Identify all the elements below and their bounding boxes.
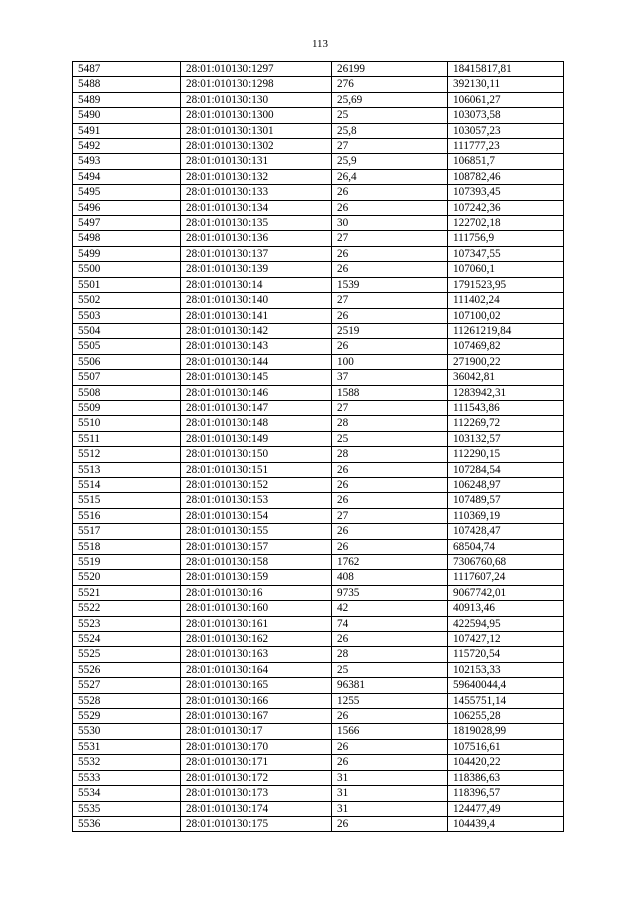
area-cell: 31 bbox=[332, 801, 448, 816]
cadastral-number-cell: 28:01:010130:17 bbox=[181, 724, 332, 739]
area-cell: 26 bbox=[332, 493, 448, 508]
cadastral-value-cell: 107242,36 bbox=[448, 200, 564, 215]
cadastral-value-cell: 103073,58 bbox=[448, 108, 564, 123]
area-cell: 25,69 bbox=[332, 92, 448, 107]
row-number-cell: 5500 bbox=[73, 262, 181, 277]
area-cell: 27 bbox=[332, 400, 448, 415]
area-cell: 42 bbox=[332, 601, 448, 616]
cadastral-number-cell: 28:01:010130:1297 bbox=[181, 62, 332, 77]
cadastral-value-cell: 107393,45 bbox=[448, 185, 564, 200]
cadastral-number-cell: 28:01:010130:139 bbox=[181, 262, 332, 277]
table-row bbox=[73, 786, 564, 801]
table-row bbox=[73, 585, 564, 600]
cadastral-number-cell: 28:01:010130:155 bbox=[181, 524, 332, 539]
cadastral-value-cell: 59640044,4 bbox=[448, 678, 564, 693]
area-cell: 27 bbox=[332, 231, 448, 246]
row-number-cell: 5533 bbox=[73, 770, 181, 785]
row-number-cell: 5491 bbox=[73, 123, 181, 138]
area-cell: 37 bbox=[332, 370, 448, 385]
area-cell: 26 bbox=[332, 246, 448, 261]
cadastral-value-cell: 106255,28 bbox=[448, 709, 564, 724]
cadastral-value-cell: 1117607,24 bbox=[448, 570, 564, 585]
cadastral-value-cell: 107100,02 bbox=[448, 308, 564, 323]
row-number-cell: 5508 bbox=[73, 385, 181, 400]
cadastral-number-cell: 28:01:010130:135 bbox=[181, 216, 332, 231]
table-row bbox=[73, 555, 564, 570]
cadastral-number-cell: 28:01:010130:154 bbox=[181, 508, 332, 523]
area-cell: 26 bbox=[332, 524, 448, 539]
cadastral-value-cell: 107347,55 bbox=[448, 246, 564, 261]
table-row bbox=[73, 246, 564, 261]
table-row bbox=[73, 308, 564, 323]
cadastral-value-cell: 112269,72 bbox=[448, 416, 564, 431]
area-cell: 28 bbox=[332, 447, 448, 462]
cadastral-value-cell: 107489,57 bbox=[448, 493, 564, 508]
cadastral-number-cell: 28:01:010130:151 bbox=[181, 462, 332, 477]
cadastral-value-cell: 115720,54 bbox=[448, 647, 564, 662]
area-cell: 1588 bbox=[332, 385, 448, 400]
row-number-cell: 5531 bbox=[73, 739, 181, 754]
table-row bbox=[73, 462, 564, 477]
table-row bbox=[73, 477, 564, 492]
cadastral-value-cell: 1283942,31 bbox=[448, 385, 564, 400]
table-row bbox=[73, 185, 564, 200]
area-cell: 100 bbox=[332, 354, 448, 369]
table-row bbox=[73, 169, 564, 184]
table-row bbox=[73, 539, 564, 554]
cadastral-value-cell: 68504,74 bbox=[448, 539, 564, 554]
row-number-cell: 5528 bbox=[73, 693, 181, 708]
area-cell: 30 bbox=[332, 216, 448, 231]
cadastral-value-cell: 1791523,95 bbox=[448, 277, 564, 292]
area-cell: 9735 bbox=[332, 585, 448, 600]
cadastral-value-cell: 111777,23 bbox=[448, 139, 564, 154]
cadastral-value-cell: 392130,11 bbox=[448, 77, 564, 92]
cadastral-number-cell: 28:01:010130:132 bbox=[181, 169, 332, 184]
table-body bbox=[73, 62, 564, 832]
cadastral-number-cell: 28:01:010130:165 bbox=[181, 678, 332, 693]
cadastral-number-cell: 28:01:010130:150 bbox=[181, 447, 332, 462]
cadastral-number-cell: 28:01:010130:145 bbox=[181, 370, 332, 385]
area-cell: 1566 bbox=[332, 724, 448, 739]
cadastral-value-cell: 112290,15 bbox=[448, 447, 564, 462]
cadastral-value-cell: 104439,4 bbox=[448, 816, 564, 831]
area-cell: 26 bbox=[332, 816, 448, 831]
cadastral-value-cell: 1455751,14 bbox=[448, 693, 564, 708]
area-cell: 26 bbox=[332, 262, 448, 277]
cadastral-value-cell: 422594,95 bbox=[448, 616, 564, 631]
cadastral-number-cell: 28:01:010130:161 bbox=[181, 616, 332, 631]
area-cell: 25 bbox=[332, 662, 448, 677]
table-row bbox=[73, 231, 564, 246]
cadastral-value-cell: 102153,33 bbox=[448, 662, 564, 677]
cadastral-value-cell: 106851,7 bbox=[448, 154, 564, 169]
cadastral-value-cell: 9067742,01 bbox=[448, 585, 564, 600]
row-number-cell: 5514 bbox=[73, 477, 181, 492]
cadastral-value-cell: 40913,46 bbox=[448, 601, 564, 616]
row-number-cell: 5527 bbox=[73, 678, 181, 693]
area-cell: 26 bbox=[332, 462, 448, 477]
table-row bbox=[73, 693, 564, 708]
table-row bbox=[73, 323, 564, 338]
area-cell: 1255 bbox=[332, 693, 448, 708]
table-row bbox=[73, 493, 564, 508]
row-number-cell: 5501 bbox=[73, 277, 181, 292]
cadastral-value-cell: 1819028,99 bbox=[448, 724, 564, 739]
row-number-cell: 5492 bbox=[73, 139, 181, 154]
row-number-cell: 5536 bbox=[73, 816, 181, 831]
table-row bbox=[73, 200, 564, 215]
row-number-cell: 5505 bbox=[73, 339, 181, 354]
table-row bbox=[73, 508, 564, 523]
row-number-cell: 5496 bbox=[73, 200, 181, 215]
cadastral-number-cell: 28:01:010130:133 bbox=[181, 185, 332, 200]
cadastral-number-cell: 28:01:010130:140 bbox=[181, 293, 332, 308]
area-cell: 28 bbox=[332, 416, 448, 431]
table-row bbox=[73, 293, 564, 308]
cadastral-number-cell: 28:01:010130:149 bbox=[181, 431, 332, 446]
row-number-cell: 5525 bbox=[73, 647, 181, 662]
row-number-cell: 5524 bbox=[73, 632, 181, 647]
table-row bbox=[73, 601, 564, 616]
table-row bbox=[73, 262, 564, 277]
table-row bbox=[73, 339, 564, 354]
table-row bbox=[73, 770, 564, 785]
area-cell: 25 bbox=[332, 108, 448, 123]
area-cell: 31 bbox=[332, 770, 448, 785]
row-number-cell: 5522 bbox=[73, 601, 181, 616]
cadastral-value-cell: 107428,47 bbox=[448, 524, 564, 539]
cadastral-number-cell: 28:01:010130:170 bbox=[181, 739, 332, 754]
row-number-cell: 5529 bbox=[73, 709, 181, 724]
cadastral-value-cell: 18415817,81 bbox=[448, 62, 564, 77]
area-cell: 408 bbox=[332, 570, 448, 585]
area-cell: 26 bbox=[332, 709, 448, 724]
area-cell: 26 bbox=[332, 339, 448, 354]
area-cell: 31 bbox=[332, 786, 448, 801]
table-row bbox=[73, 570, 564, 585]
table-row bbox=[73, 447, 564, 462]
cadastral-number-cell: 28:01:010130:173 bbox=[181, 786, 332, 801]
cadastral-value-cell: 104420,22 bbox=[448, 755, 564, 770]
row-number-cell: 5502 bbox=[73, 293, 181, 308]
cadastral-number-cell: 28:01:010130:14 bbox=[181, 277, 332, 292]
table-row bbox=[73, 647, 564, 662]
row-number-cell: 5516 bbox=[73, 508, 181, 523]
cadastral-number-cell: 28:01:010130:130 bbox=[181, 92, 332, 107]
cadastral-number-cell: 28:01:010130:162 bbox=[181, 632, 332, 647]
row-number-cell: 5517 bbox=[73, 524, 181, 539]
row-number-cell: 5487 bbox=[73, 62, 181, 77]
row-number-cell: 5515 bbox=[73, 493, 181, 508]
area-cell: 26 bbox=[332, 308, 448, 323]
cadastral-number-cell: 28:01:010130:157 bbox=[181, 539, 332, 554]
area-cell: 26,4 bbox=[332, 169, 448, 184]
table-row bbox=[73, 524, 564, 539]
cadastral-number-cell: 28:01:010130:137 bbox=[181, 246, 332, 261]
cadastral-value-cell: 111543,86 bbox=[448, 400, 564, 415]
area-cell: 74 bbox=[332, 616, 448, 631]
cadastral-value-cell: 106061,27 bbox=[448, 92, 564, 107]
table-row bbox=[73, 370, 564, 385]
table-row bbox=[73, 709, 564, 724]
row-number-cell: 5511 bbox=[73, 431, 181, 446]
area-cell: 26 bbox=[332, 755, 448, 770]
row-number-cell: 5526 bbox=[73, 662, 181, 677]
area-cell: 27 bbox=[332, 508, 448, 523]
cadastral-number-cell: 28:01:010130:1300 bbox=[181, 108, 332, 123]
cadastral-number-cell: 28:01:010130:160 bbox=[181, 601, 332, 616]
cadastral-number-cell: 28:01:010130:171 bbox=[181, 755, 332, 770]
table-row bbox=[73, 632, 564, 647]
row-number-cell: 5523 bbox=[73, 616, 181, 631]
cadastral-value-cell: 107284,54 bbox=[448, 462, 564, 477]
area-cell: 26 bbox=[332, 539, 448, 554]
cadastral-number-cell: 28:01:010130:175 bbox=[181, 816, 332, 831]
row-number-cell: 5530 bbox=[73, 724, 181, 739]
cadastral-number-cell: 28:01:010130:131 bbox=[181, 154, 332, 169]
area-cell: 26 bbox=[332, 739, 448, 754]
cadastral-number-cell: 28:01:010130:148 bbox=[181, 416, 332, 431]
cadastral-value-cell: 271900,22 bbox=[448, 354, 564, 369]
cadastral-number-cell: 28:01:010130:1301 bbox=[181, 123, 332, 138]
cadastral-number-cell: 28:01:010130:1298 bbox=[181, 77, 332, 92]
table-row bbox=[73, 400, 564, 415]
cadastral-number-cell: 28:01:010130:158 bbox=[181, 555, 332, 570]
cadastral-number-cell: 28:01:010130:164 bbox=[181, 662, 332, 677]
row-number-cell: 5503 bbox=[73, 308, 181, 323]
cadastral-value-cell: 7306760,68 bbox=[448, 555, 564, 570]
row-number-cell: 5519 bbox=[73, 555, 181, 570]
cadastral-value-table bbox=[72, 61, 564, 832]
area-cell: 1762 bbox=[332, 555, 448, 570]
row-number-cell: 5507 bbox=[73, 370, 181, 385]
table-row bbox=[73, 385, 564, 400]
row-number-cell: 5494 bbox=[73, 169, 181, 184]
cadastral-number-cell: 28:01:010130:141 bbox=[181, 308, 332, 323]
area-cell: 25 bbox=[332, 431, 448, 446]
row-number-cell: 5499 bbox=[73, 246, 181, 261]
cadastral-number-cell: 28:01:010130:172 bbox=[181, 770, 332, 785]
cadastral-value-cell: 110369,19 bbox=[448, 508, 564, 523]
row-number-cell: 5504 bbox=[73, 323, 181, 338]
area-cell: 2519 bbox=[332, 323, 448, 338]
cadastral-value-cell: 118386,63 bbox=[448, 770, 564, 785]
table-row bbox=[73, 92, 564, 107]
table-row bbox=[73, 123, 564, 138]
cadastral-value-cell: 124477,49 bbox=[448, 801, 564, 816]
cadastral-number-cell: 28:01:010130:143 bbox=[181, 339, 332, 354]
area-cell: 25,9 bbox=[332, 154, 448, 169]
row-number-cell: 5520 bbox=[73, 570, 181, 585]
table-row bbox=[73, 216, 564, 231]
row-number-cell: 5489 bbox=[73, 92, 181, 107]
area-cell: 26 bbox=[332, 200, 448, 215]
row-number-cell: 5493 bbox=[73, 154, 181, 169]
cadastral-value-cell: 107060,1 bbox=[448, 262, 564, 277]
area-cell: 25,8 bbox=[332, 123, 448, 138]
cadastral-number-cell: 28:01:010130:147 bbox=[181, 400, 332, 415]
table-row bbox=[73, 108, 564, 123]
cadastral-value-cell: 107469,82 bbox=[448, 339, 564, 354]
row-number-cell: 5495 bbox=[73, 185, 181, 200]
table-row bbox=[73, 416, 564, 431]
row-number-cell: 5512 bbox=[73, 447, 181, 462]
cadastral-number-cell: 28:01:010130:16 bbox=[181, 585, 332, 600]
cadastral-number-cell: 28:01:010130:167 bbox=[181, 709, 332, 724]
area-cell: 27 bbox=[332, 139, 448, 154]
table-row bbox=[73, 154, 564, 169]
row-number-cell: 5488 bbox=[73, 77, 181, 92]
table-row bbox=[73, 755, 564, 770]
cadastral-number-cell: 28:01:010130:1302 bbox=[181, 139, 332, 154]
cadastral-number-cell: 28:01:010130:136 bbox=[181, 231, 332, 246]
table-row bbox=[73, 662, 564, 677]
table-row bbox=[73, 816, 564, 831]
table-row bbox=[73, 277, 564, 292]
cadastral-number-cell: 28:01:010130:144 bbox=[181, 354, 332, 369]
area-cell: 26 bbox=[332, 477, 448, 492]
area-cell: 26 bbox=[332, 185, 448, 200]
row-number-cell: 5509 bbox=[73, 400, 181, 415]
cadastral-value-cell: 122702,18 bbox=[448, 216, 564, 231]
row-number-cell: 5534 bbox=[73, 786, 181, 801]
row-number-cell: 5497 bbox=[73, 216, 181, 231]
table-row bbox=[73, 616, 564, 631]
cadastral-value-cell: 107516,61 bbox=[448, 739, 564, 754]
cadastral-number-cell: 28:01:010130:174 bbox=[181, 801, 332, 816]
row-number-cell: 5535 bbox=[73, 801, 181, 816]
row-number-cell: 5532 bbox=[73, 755, 181, 770]
row-number-cell: 5506 bbox=[73, 354, 181, 369]
area-cell: 1539 bbox=[332, 277, 448, 292]
cadastral-number-cell: 28:01:010130:166 bbox=[181, 693, 332, 708]
table-row bbox=[73, 77, 564, 92]
cadastral-number-cell: 28:01:010130:163 bbox=[181, 647, 332, 662]
area-cell: 26 bbox=[332, 632, 448, 647]
cadastral-number-cell: 28:01:010130:142 bbox=[181, 323, 332, 338]
cadastral-value-cell: 103057,23 bbox=[448, 123, 564, 138]
cadastral-value-cell: 111402,24 bbox=[448, 293, 564, 308]
row-number-cell: 5490 bbox=[73, 108, 181, 123]
table-row bbox=[73, 354, 564, 369]
area-cell: 26199 bbox=[332, 62, 448, 77]
row-number-cell: 5510 bbox=[73, 416, 181, 431]
table-row bbox=[73, 139, 564, 154]
cadastral-number-cell: 28:01:010130:152 bbox=[181, 477, 332, 492]
cadastral-value-cell: 118396,57 bbox=[448, 786, 564, 801]
table-row bbox=[73, 739, 564, 754]
cadastral-value-cell: 107427,12 bbox=[448, 632, 564, 647]
cadastral-value-cell: 106248,97 bbox=[448, 477, 564, 492]
table-row bbox=[73, 801, 564, 816]
table-row bbox=[73, 678, 564, 693]
cadastral-value-cell: 36042,81 bbox=[448, 370, 564, 385]
cadastral-value-cell: 111756,9 bbox=[448, 231, 564, 246]
cadastral-number-cell: 28:01:010130:134 bbox=[181, 200, 332, 215]
cadastral-number-cell: 28:01:010130:159 bbox=[181, 570, 332, 585]
row-number-cell: 5498 bbox=[73, 231, 181, 246]
table-row bbox=[73, 724, 564, 739]
table-row bbox=[73, 431, 564, 446]
cadastral-value-cell: 11261219,84 bbox=[448, 323, 564, 338]
cadastral-number-cell: 28:01:010130:153 bbox=[181, 493, 332, 508]
area-cell: 27 bbox=[332, 293, 448, 308]
cadastral-value-cell: 108782,46 bbox=[448, 169, 564, 184]
table-row bbox=[73, 62, 564, 77]
row-number-cell: 5521 bbox=[73, 585, 181, 600]
area-cell: 96381 bbox=[332, 678, 448, 693]
cadastral-value-cell: 103132,57 bbox=[448, 431, 564, 446]
row-number-cell: 5513 bbox=[73, 462, 181, 477]
row-number-cell: 5518 bbox=[73, 539, 181, 554]
cadastral-number-cell: 28:01:010130:146 bbox=[181, 385, 332, 400]
page-number: 113 bbox=[311, 38, 329, 50]
area-cell: 276 bbox=[332, 77, 448, 92]
area-cell: 28 bbox=[332, 647, 448, 662]
